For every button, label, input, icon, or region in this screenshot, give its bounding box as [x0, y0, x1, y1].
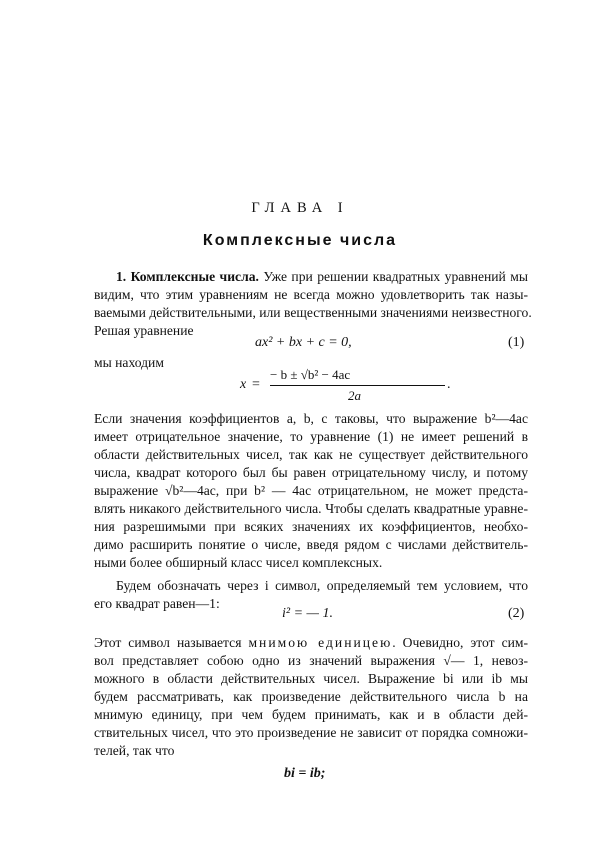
text-line: можного в области действительных чисел. Выражение bi или ib мы [94, 671, 528, 686]
text-line: ствительных чисел, что это произведение не зависит от порядка сомножи- [94, 725, 528, 740]
text-line: области действительных чисел, так как не существует действительного [94, 447, 528, 462]
paragraph-4-first-line [94, 634, 528, 651]
chapter-label: ГЛАВА I [251, 200, 349, 216]
equation-1: ax² + bx + c = 0, [255, 335, 352, 350]
text-line: телей, так что [94, 743, 175, 758]
text-line: числа, квадрат которого был бы равен отрицательному числу, и потому [94, 465, 528, 480]
text-line: Решая уравнение [94, 323, 194, 338]
solution-denominator: 2a [348, 388, 361, 403]
equation-1-number: (1) [508, 335, 525, 350]
text-line: видим, что этим уравнениям не всегда можно удовлетворить так назы- [94, 287, 528, 302]
section-first-line-text: Уже при решении квадратных уравнений мы [263, 269, 528, 284]
text-line: димо расширить понятие о числе, введя рядом с числами действитель- [94, 537, 528, 552]
section-first-line [116, 268, 528, 285]
solution-period: . [447, 377, 451, 392]
text-line: ваемыми действительными, или вещественными значениями неизвестного. [94, 305, 532, 320]
text-line: выражение √b²—4ac, при b² — 4ac отрицательном, не может предста- [94, 483, 528, 498]
solution-equals: = [252, 377, 260, 392]
solution-numerator: − b ± √b² − 4ac [270, 367, 351, 382]
text-line: Будем обозначать через i символ, определяемый тем условием, что [116, 578, 528, 593]
text-segment: Этот символ называется [94, 635, 249, 650]
solution-x: x [240, 377, 247, 392]
chapter-title: Комплексные числа [202, 232, 398, 249]
fraction-bar [270, 385, 445, 386]
text-line: мнимую единицу, при чем будем принимать, как и в области дей- [94, 707, 528, 722]
text-line: ния разрешимыми при всяких значениях их коэффициентов, необхо- [94, 519, 528, 534]
text-line: влять никакого действительного числа. Чтобы сделать квадратные уравне- [94, 501, 528, 516]
text-line: ными более обширный класс чисел комплексных. [94, 555, 383, 570]
equation-2: i² = — 1. [282, 606, 333, 621]
section-heading: 1. Комплексные числа. [116, 269, 259, 284]
term-imaginary-unit: мнимою единицею [248, 635, 393, 650]
text-line: его квадрат равен—1: [94, 596, 220, 611]
text-line: имеет отрицательное значение, то уравнение (1) не имеет решений в [94, 429, 528, 444]
equation-3: bi = ib; [284, 766, 326, 781]
text-line: мы находим [94, 355, 164, 370]
text-line: вол представляет собою одно из значений выражения √— 1, невоз- [94, 653, 528, 668]
text-line: Если значения коэффициентов a, b, c таковы, что выражение b²—4ac [94, 411, 528, 426]
equation-2-number: (2) [508, 606, 525, 621]
text-line: будем рассматривать, как произведение действительного числа b на [94, 689, 528, 704]
text-segment: . Очевидно, этот сим- [392, 635, 529, 650]
